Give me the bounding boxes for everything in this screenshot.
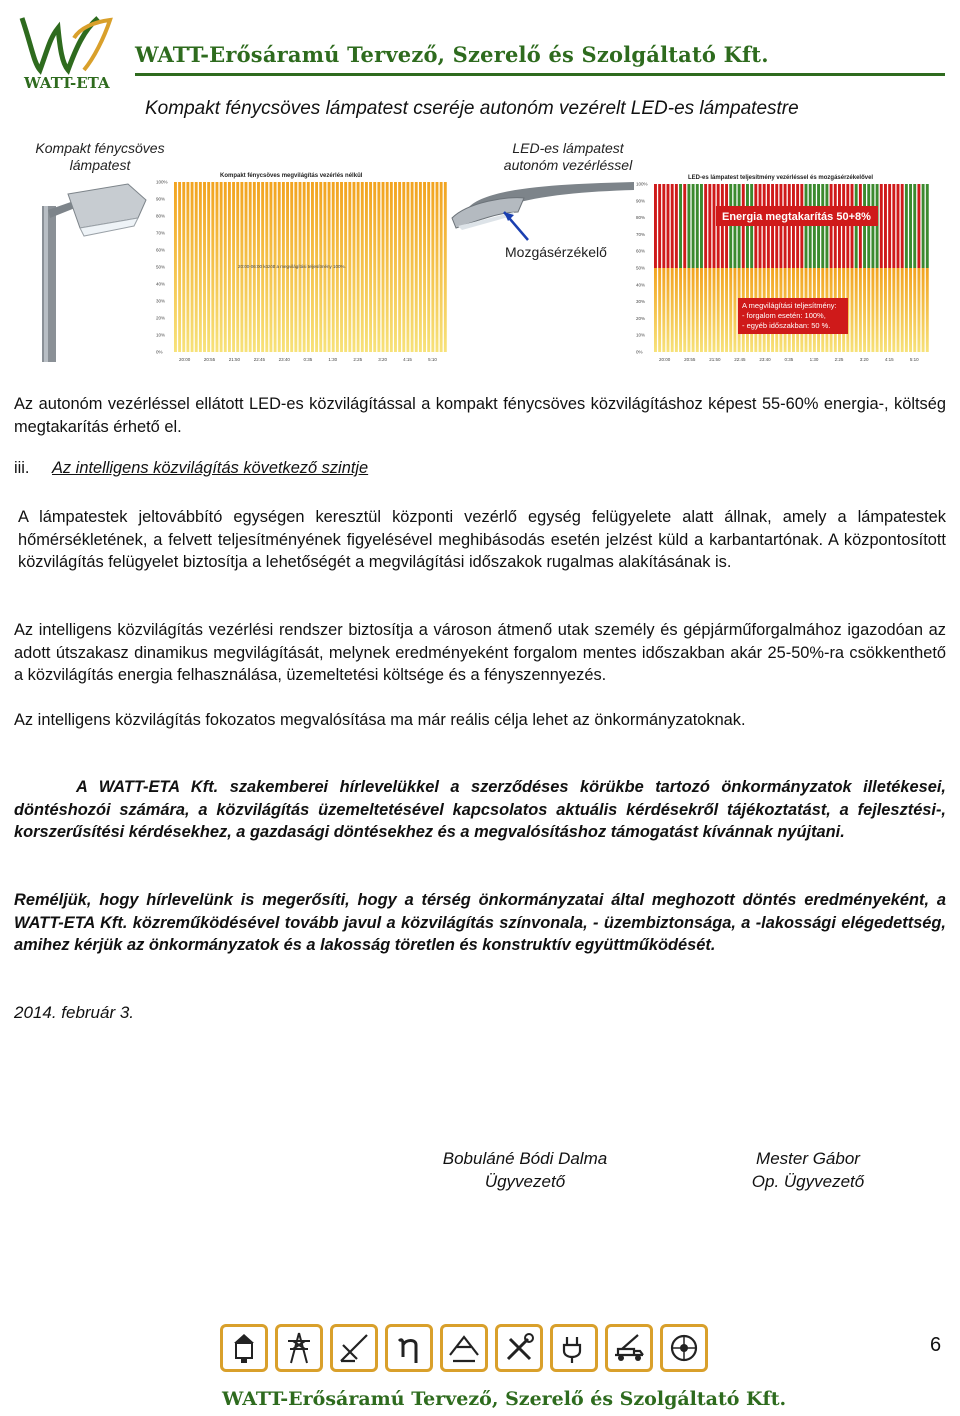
chart-bar-saved <box>901 184 904 268</box>
chart-bar <box>369 182 372 352</box>
x-tick-label: 22:45 <box>253 357 265 362</box>
chart-bar <box>199 182 202 352</box>
chart-bar-upper <box>913 184 916 268</box>
chart-bar <box>415 182 418 352</box>
chart-bar <box>440 182 443 352</box>
chart-bar <box>406 182 409 352</box>
chart-bar <box>348 182 351 352</box>
x-tick-label: 2:25 <box>834 357 844 362</box>
y-tick-label: 30% <box>156 298 166 304</box>
chart-bar <box>733 268 736 352</box>
y-tick-label: 20% <box>156 315 166 321</box>
y-tick-label: 0% <box>636 349 643 355</box>
chart-bar <box>892 268 895 352</box>
chart-bar-saved <box>713 184 716 268</box>
chart-bar <box>662 268 665 352</box>
y-tick-label: 40% <box>156 281 166 287</box>
closing-paragraph-2: Reméljük, hogy hírlevelünk is megerősíti, hogy a térség önkormányzatai által meghozott döntés eredményeként, a WATT-ETA Kft. közreműködésével tovább javul a közvilágítás színvonala, - üzembiztonsága, a -lakossági elégedettség, amihez kérjük az önkormányzatok és a lakosság töretlen és konstruktív együttműködését. <box>14 891 946 954</box>
chart-bar <box>174 182 177 352</box>
x-tick-label: 5:10 <box>428 357 437 362</box>
chart-bar-saved <box>654 184 657 268</box>
chart-bar <box>357 182 360 352</box>
chart-bar <box>444 182 447 352</box>
chart-bar-upper <box>917 184 920 268</box>
x-tick-label: 4:15 <box>403 357 412 362</box>
right-caption-line1: LED-es lámpatest <box>512 140 624 156</box>
chart-bar-upper <box>692 184 695 268</box>
chart-bar <box>232 182 235 352</box>
savings-banner-text: Energia megtakarítás 50+8% <box>722 211 871 223</box>
chart-bar <box>867 268 870 352</box>
chart-bar <box>679 268 682 352</box>
chart-bar <box>692 268 695 352</box>
chart-bar <box>411 182 414 352</box>
section-number: iii. <box>14 459 30 477</box>
chart-bar-upper <box>687 184 690 268</box>
chart-bar-upper <box>683 184 686 268</box>
header-divider <box>135 73 945 76</box>
chart-bar <box>721 268 724 352</box>
chart-bar <box>361 182 364 352</box>
chart-bar <box>658 268 661 352</box>
y-tick-label: 100% <box>636 181 648 187</box>
chart-bar-saved <box>888 184 891 268</box>
document-date: 2014. február 3. <box>14 1003 135 1022</box>
chart-title: Kompakt fénycsöves megvilágítás vezérlés nélkül <box>220 173 363 179</box>
chart-bar <box>884 268 887 352</box>
chart-bar <box>419 182 422 352</box>
signature-2-role: Op. Ügyvezető <box>751 1172 865 1191</box>
x-tick-label: 20:00 <box>659 357 671 362</box>
chart-bar <box>224 182 227 352</box>
chart-bar <box>377 182 380 352</box>
chart-bar <box>888 268 891 352</box>
chart-bar <box>880 268 883 352</box>
chart-bar <box>402 182 405 352</box>
chart-bar-saved <box>884 184 887 268</box>
wrench-screwdriver-icon <box>495 1324 543 1372</box>
chart-bar-upper <box>922 184 925 268</box>
chart-bar <box>851 268 854 352</box>
x-tick-label: 1:30 <box>809 357 819 362</box>
x-tick-label: 3:20 <box>859 357 869 362</box>
left-caption-line2: lámpatest <box>69 157 131 173</box>
plug-icon <box>550 1324 598 1372</box>
info-box-line: A megvilágítási teljesítmény: <box>742 301 837 310</box>
info-box-line: - egyéb időszakban: 50 %. <box>742 321 831 330</box>
chart-bar <box>207 182 210 352</box>
sensor-pointer-arrow <box>496 204 536 244</box>
x-tick-label: 21:50 <box>709 357 721 362</box>
right-caption-line2: autonóm vezérléssel <box>503 157 633 173</box>
x-tick-label: 23:40 <box>278 357 290 362</box>
paragraph-intelligent-control: Az intelligens közvilágítás vezérlési rendszer biztosítja a városon átmenő utak személy és gépjárműforgalmához igazodóan az adott útszakasz dinamikus megvilágítását, melynek eredményeként forgalom mentes időszakban akár 25-50%-ra csökkenthető a közvilágítás energia felhasználása, üzemeltetési költsége és a fényszennyezés. <box>14 621 946 684</box>
chart-bar-saved <box>662 184 665 268</box>
x-tick-label: 0:35 <box>303 357 313 362</box>
chart-bar <box>901 268 904 352</box>
chart-bar <box>365 182 368 352</box>
chart-bar <box>186 182 189 352</box>
summary-text: Az autonóm vezérléssel ellátott LED-es közvilágítással a kompakt fénycsöves közvilágításhoz képest 55-60% energia-, költség megtakarítás érhető el. <box>14 395 946 436</box>
x-tick-label: 3:20 <box>378 357 388 362</box>
chart-bar <box>683 268 686 352</box>
y-tick-label: 60% <box>156 247 166 253</box>
section-heading: Az intelligens közvilágítás következő szintje <box>52 459 369 477</box>
info-box-line: - forgalom esetén: 100%, <box>742 311 826 320</box>
crane-truck-icon <box>605 1324 653 1372</box>
signature-1-role: Ügyvezető <box>484 1172 566 1191</box>
chart-bar-saved <box>667 184 670 268</box>
chart-bar-saved <box>897 184 900 268</box>
chart-bar <box>386 182 389 352</box>
drafting-tools-icon <box>330 1324 378 1372</box>
chart-bar-upper <box>700 184 703 268</box>
closing-paragraph-1: A WATT-ETA Kft. szakemberei hírlevelükkel a szerződéses körükbe tartozó önkormányzatok illetékesei, döntéshozói számára, a közvilágítás üzemeltetésével kapcsolatos aktuális kérdésekről tájékoztatást, a fejlesztési-, korszerűsítési kérdésekhez, a gazdasági döntésekhez és a megvalósításhoz támogatást kívánnak nyújtani. <box>14 778 946 841</box>
chart-bar <box>876 268 879 352</box>
chart-bar <box>917 268 920 352</box>
x-tick-label: 0:35 <box>784 357 794 362</box>
y-tick-label: 70% <box>636 231 646 237</box>
chart-bar <box>353 182 356 352</box>
y-tick-label: 80% <box>636 215 646 221</box>
chart-bar <box>696 268 699 352</box>
chart-bar <box>671 268 674 352</box>
signature-2 <box>700 1147 916 1193</box>
chart-bar <box>725 268 728 352</box>
y-tick-label: 90% <box>156 196 166 202</box>
chart-bar <box>855 268 858 352</box>
chart-bar <box>195 182 198 352</box>
page-number: 6 <box>930 1334 942 1356</box>
y-tick-label: 60% <box>636 248 646 254</box>
chart-bar <box>871 268 874 352</box>
chart-bar <box>398 182 401 352</box>
chart-bar <box>729 268 732 352</box>
chart-bar-upper <box>679 184 682 268</box>
x-tick-label: 2:25 <box>353 357 363 362</box>
chart-bar-saved <box>675 184 678 268</box>
chart-bar <box>423 182 426 352</box>
y-tick-label: 10% <box>156 332 166 338</box>
chart-bar <box>182 182 185 352</box>
led-lamp-image <box>448 168 638 238</box>
chart-bar-saved <box>704 184 707 268</box>
footer-company-name: WATT-Erősáramú Tervező, Szerelő és Szolgáltató Kft. <box>222 1388 787 1410</box>
chart-bar-upper <box>926 184 929 268</box>
chart-bar <box>713 268 716 352</box>
cable-reel-icon <box>660 1324 708 1372</box>
y-tick-label: 10% <box>636 332 646 338</box>
chart-left-note: 20:00-06:00 között a megvilágítási teljesítmény 100%. <box>238 264 346 269</box>
chart-led-lamp <box>634 170 934 364</box>
chart-bar-saved <box>658 184 661 268</box>
chart-bar <box>922 268 925 352</box>
chart-bar <box>216 182 219 352</box>
paragraph-monitoring: A lámpatestek jeltovábbító egységen keresztül központi vezérlő egység felügyelete alatt állnak, amely a lámpatestek hőmérsékletének, a felvett teljesítményének figyelésével meghibásodás esetén jelzést küld a karbantartónak. A központosított közvilágítás felügyelet biztosítja a lehetőségét a megvilágítási időszakok rugalmas alakításának is. <box>18 508 946 571</box>
chart-bar <box>178 182 181 352</box>
sensor-label: Mozgásérzékelő <box>505 244 607 260</box>
chart-bar <box>228 182 231 352</box>
chart-bar <box>427 182 430 352</box>
chart-compact-lamp <box>154 168 452 364</box>
chart-bar <box>390 182 393 352</box>
chart-bar <box>926 268 929 352</box>
chart-bar <box>436 182 439 352</box>
chart-bar <box>394 182 397 352</box>
chart-bar <box>203 182 206 352</box>
chart-bar <box>373 182 376 352</box>
y-tick-label: 100% <box>156 179 168 185</box>
chart-bar <box>220 182 223 352</box>
chart-bar <box>717 268 720 352</box>
paragraph-realisation: Az intelligens közvilágítás fokozatos megvalósítása ma már reális célja lehet az önkormányzatoknak. <box>14 711 746 729</box>
y-tick-label: 50% <box>156 264 166 270</box>
chart-bar <box>897 268 900 352</box>
footer-icon-strip <box>220 1324 714 1376</box>
chart-bar <box>667 268 670 352</box>
eta-letter-icon <box>385 1324 433 1372</box>
chart-title: LED-es lámpatest teljesítmény vezérléssel és mozgásérzékelővel <box>688 175 874 181</box>
chart-bar <box>700 268 703 352</box>
chart-bar <box>431 182 434 352</box>
chart-bar <box>211 182 214 352</box>
page-title: Kompakt fénycsöves lámpatest cseréje autonóm vezérelt LED-es lámpatestre <box>145 98 799 119</box>
chart-bar <box>687 268 690 352</box>
chart-bar <box>654 268 657 352</box>
x-tick-label: 20:55 <box>684 357 696 362</box>
svg-text:WATT-ETA: WATT-ETA <box>24 74 110 92</box>
y-tick-label: 50% <box>636 265 646 271</box>
chart-bar <box>859 268 862 352</box>
chart-bar <box>382 182 385 352</box>
x-tick-label: 5:10 <box>909 357 919 362</box>
chart-bar-upper <box>905 184 908 268</box>
chart-bar-saved <box>708 184 711 268</box>
x-tick-label: 1:30 <box>328 357 338 362</box>
y-tick-label: 80% <box>156 213 166 219</box>
company-logo <box>14 8 122 96</box>
signature-2-name: Mester Gábor <box>756 1149 860 1168</box>
chart-bar <box>708 268 711 352</box>
y-tick-label: 70% <box>156 230 166 236</box>
chart-bar <box>863 268 866 352</box>
y-tick-label: 40% <box>636 282 646 288</box>
chart-bar <box>909 268 912 352</box>
x-tick-label: 20:00 <box>178 357 191 362</box>
chart-bar-saved <box>671 184 674 268</box>
x-tick-label: 23:40 <box>759 357 771 362</box>
x-tick-label: 21:50 <box>228 357 241 362</box>
chart-bar <box>913 268 916 352</box>
x-tick-label: 4:15 <box>884 357 894 362</box>
left-caption-line1: Kompakt fénycsöves <box>35 140 165 156</box>
y-tick-label: 0% <box>156 349 163 355</box>
chart-bar <box>704 268 707 352</box>
y-tick-label: 30% <box>636 299 646 305</box>
y-tick-label: 90% <box>636 198 646 204</box>
chart-bar <box>905 268 908 352</box>
signature-1 <box>400 1147 650 1193</box>
x-tick-label: 22:45 <box>734 357 746 362</box>
chart-bar <box>675 268 678 352</box>
transmission-tower-icon <box>275 1324 323 1372</box>
chart-bar-saved <box>892 184 895 268</box>
left-caption <box>30 140 170 174</box>
chart-bar-upper <box>909 184 912 268</box>
compact-fluorescent-lamp-image <box>28 176 158 362</box>
header-company-name: WATT-Erősáramú Tervező, Szerelő és Szolgáltató Kft. <box>135 42 769 67</box>
chart-bar-saved <box>880 184 883 268</box>
signature-1-name: Bobuláné Bódi Dalma <box>442 1149 608 1168</box>
chart-bar-upper <box>696 184 699 268</box>
x-tick-label: 20:55 <box>203 357 216 362</box>
construction-barrier-icon <box>440 1324 488 1372</box>
chart-bar <box>191 182 194 352</box>
lantern-icon <box>220 1324 268 1372</box>
y-tick-label: 20% <box>636 315 646 321</box>
